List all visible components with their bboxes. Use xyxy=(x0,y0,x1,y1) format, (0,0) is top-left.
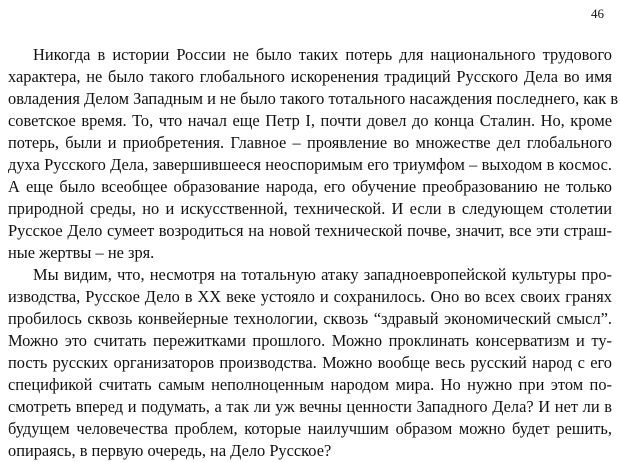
paragraph-1-line-10: ные жертвы – не зря. xyxy=(8,243,155,262)
paragraph-2-line-9: опираясь, в первую очередь, на Дело Русское? xyxy=(8,441,332,460)
paragraph-2-line-1: Мы видим, что, несмотря на тотальную атаку западноевропейской культуры про- xyxy=(33,265,612,284)
page-number: 46 xyxy=(591,6,604,21)
paragraph-1-line-2: характера, не было такого глобального искоренения традиций Русского Дела во имя xyxy=(8,67,612,86)
paragraph-2-line-5: пость русских организаторов производства. Можно вообще весь русский народ с его xyxy=(8,353,612,372)
paragraph-1-line-8: природной среды, но и искусственной, технической. И если в следующем столетии xyxy=(8,199,612,218)
paragraph-2-line-4: Можно это считать пережитками прошлого. Можно проклинать консерватизм и ту- xyxy=(8,331,612,350)
paragraph-2-line-6: спецификой считать самым неполноценным народом мира. Но нужно при этом по- xyxy=(8,375,612,394)
paragraph-2-line-3: пробилось сквозь конвейерные технологии, сквозь “здравый экономический смысл”. xyxy=(8,309,612,328)
paragraph-1-line-9: Русское Дело сумеет возродиться на новой технической почве, значит, все эти страш- xyxy=(8,221,612,240)
paragraph-2-line-8: будущем человечества проблем, которые наилучшим образом можно будет решить, xyxy=(8,419,612,438)
paragraph-2-line-7: смотреть вперед и подумать, а так ли уж вечны ценности Западного Дела? И нет ли в xyxy=(8,397,612,416)
paragraph-1-line-1: Никогда в истории России не было таких потерь для национального трудового xyxy=(33,45,612,64)
paragraph-1-line-3: овладения Делом Западным и не было такого тотального насаждения последнего, как в xyxy=(8,89,619,108)
paragraph-1-line-5: потерь, были и приобретения. Главное – проявление во множестве дел глобального xyxy=(8,133,612,152)
paragraph-1-line-6: духа Русского Дела, завершившееся неоспоримым его триумфом – выходом в космос. xyxy=(8,155,612,174)
paragraph-2-line-2: изводства, Русское Дело в XX веке устояло и сохранилось. Оно во всех своих гранях xyxy=(8,287,612,306)
paragraph-1-line-7: А еще было всеобщее образование народа, его обучение преобразованию не только xyxy=(8,177,612,196)
paragraph-1-line-4: советское время. То, что начал еще Петр I, почти довел до конца Сталин. Но, кроме xyxy=(8,111,612,130)
